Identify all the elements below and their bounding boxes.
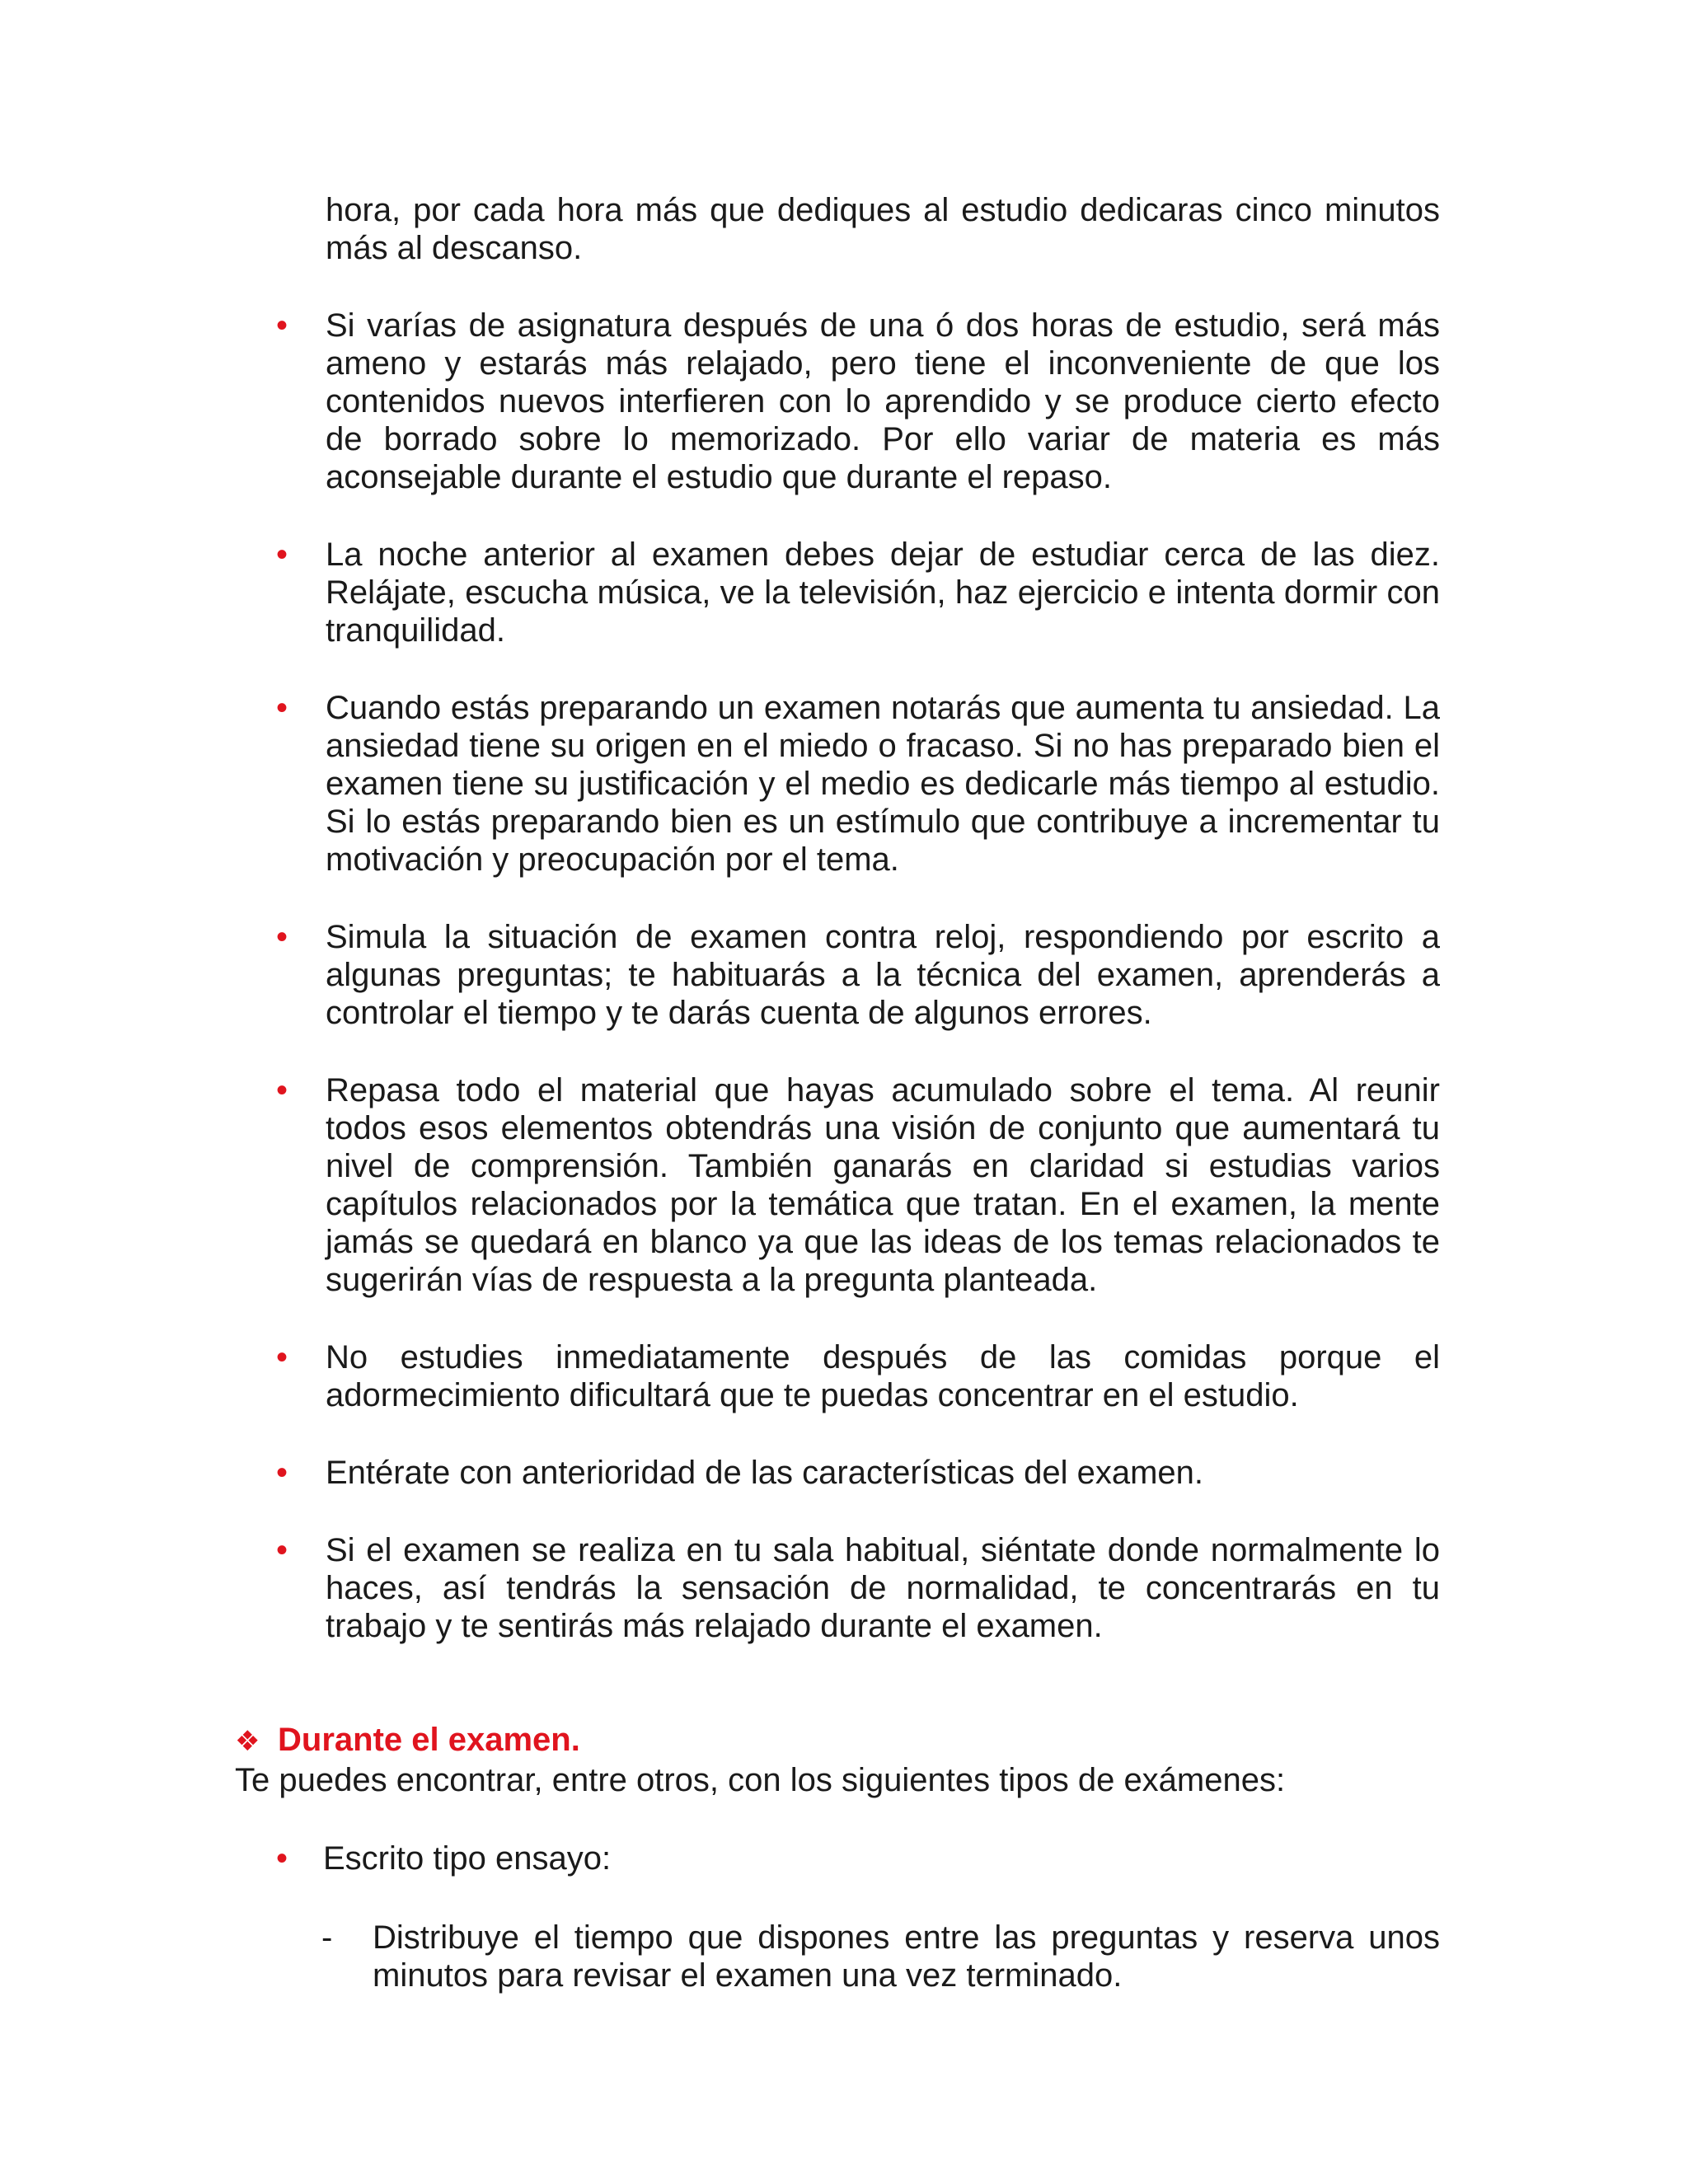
list-item [268, 1071, 1440, 1299]
bullet-icon: • [276, 1072, 288, 1108]
bullet-icon: • [276, 919, 288, 955]
tip-text: Si el examen se realiza en tu sala habitual, siéntate donde normalmente lo haces, así tendrás la sensación de normalidad, te concentrarás en tu trabajo y te sentirás más relajado durante el examen. [326, 1532, 1440, 1644]
list-item [321, 1919, 1440, 1994]
list-item [268, 1531, 1440, 1645]
tip-text: Simula la situación de examen contra reloj, respondiendo por escrito a algunas preguntas; te habituarás a la técnica del examen, aprenderás a controlar el tiempo y te darás cuenta de algunos errores. [326, 919, 1440, 1031]
tip-text: Repasa todo el material que hayas acumulado sobre el tema. Al reunir todos esos elementos obtendrás una visión de conjunto que aumentará tu nivel de comprensión. También ganarás en claridad si estudias varios capítulos relacionados por la temática que tratan. En el examen, la mente jamás se quedará en blanco ya que las ideas de los temas relacionados te sugerirán vías de respuesta a la pregunta planteada. [326, 1072, 1440, 1298]
list-item [268, 1454, 1440, 1492]
tip-text: No estudies inmediatamente después de las comidas porque el adormecimiento dificultará que te puedas concentrar en el estudio. [326, 1339, 1440, 1413]
section-heading [235, 1721, 580, 1760]
list-item [268, 918, 1440, 1032]
tip-text: La noche anterior al examen debes dejar de estudiar cerca de las diez. Relájate, escucha música, ve la televisión, haz ejercicio e intenta dormir con tranquilidad. [326, 537, 1440, 649]
bullet-icon: • [276, 307, 288, 344]
list-item [268, 689, 1440, 879]
list-item [268, 1338, 1440, 1414]
list-item [268, 307, 1440, 496]
bullet-icon: • [276, 1455, 288, 1491]
bullet-icon: • [276, 1840, 288, 1877]
bullet-icon: • [276, 537, 288, 573]
bullet-icon: • [276, 1532, 288, 1568]
section-intro: Te puedes encontrar, entre otros, con los siguientes tipos de exámenes: [235, 1762, 1286, 1798]
exam-types-list [268, 1840, 1440, 1917]
tip-text: Si varías de asignatura después de una ó dos horas de estudio, será más ameno y estarás más relajado, pero tiene el inconveniente de que los contenidos nuevos interfieren con lo aprendido y se produce cierto efecto de borrado sobre lo memorizado. Por ello variar de materia es más aconsejable durante el estudio que durante el repaso. [326, 307, 1440, 495]
essay-tip-text: Distribuye el tiempo que dispones entre las preguntas y reserva unos minutos para revisar el examen una vez terminado. [373, 1919, 1440, 1994]
list-item [268, 536, 1440, 649]
tip-text: Entérate con anterioridad de las características del examen. [326, 1455, 1204, 1491]
bullet-icon: • [276, 1339, 288, 1376]
exam-type-text: Escrito tipo ensayo: [323, 1840, 612, 1877]
diamond-bullet-icon: ❖ [235, 1726, 260, 1757]
dash-icon: - [321, 1919, 333, 1956]
list-item [268, 1840, 1440, 1877]
bullet-icon: • [276, 690, 288, 726]
study-tips-list [268, 307, 1440, 1685]
section-heading-text: Durante el examen. [278, 1722, 580, 1758]
continuation-paragraph: hora, por cada hora más que dediques al estudio dedicaras cinco minutos más al descanso. [326, 192, 1440, 266]
tip-text: Cuando estás preparando un examen notarás que aumenta tu ansiedad. La ansiedad tiene su origen en el miedo o fracaso. Si no has preparado bien el examen tiene su justificación y el medio es dedicarle más tiempo al estudio. Si lo estás preparando bien es un estímulo que contribuye a incrementar tu motivación y preocupación por el tema. [326, 690, 1440, 878]
essay-tips-list [321, 1919, 1440, 1994]
